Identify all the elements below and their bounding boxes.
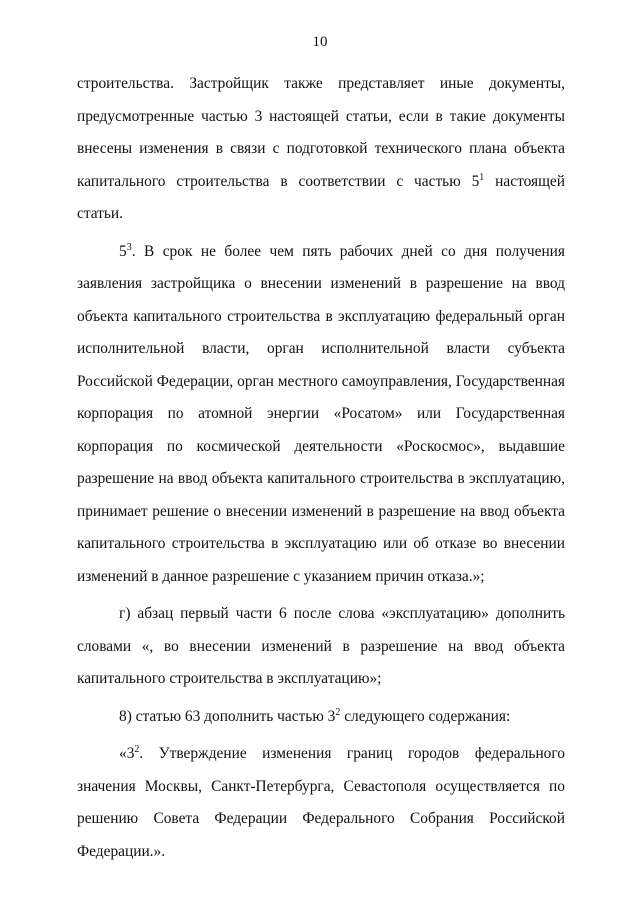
paragraph-text-tail: следующего содержания: — [340, 707, 511, 725]
document-body — [77, 68, 565, 873]
paragraph-text-tail: настоящей статьи. — [77, 172, 565, 222]
paragraph-text: . Утверждение изменения границ городов федерального значения Москвы, Санкт-Петербурга, Севастополя осуществляется по решению Совета Федерации Федерального Собрания Российской Федерации.». — [77, 745, 565, 860]
paragraph-text: строительства. Застройщик также представляет иные документы, предусмотренные частью 3 настоящей статьи, если в такие документы внесены изменения в связи с подготовкой технического плана объекта капитального строительства в соответствии с частью 5 — [77, 75, 565, 190]
superscript-index: 3 — [126, 241, 132, 253]
paragraph-subitem-g — [77, 598, 565, 696]
paragraph-item-8 — [77, 701, 565, 734]
page-number: 10 — [312, 34, 328, 50]
paragraph-part-3-2 — [77, 738, 565, 868]
paragraph-text: г) абзац первый части 6 после слова «эксплуатацию» дополнить словами «, во внесении изменений в разрешение на ввод объекта капитального строительства в эксплуатацию»; — [77, 605, 565, 687]
superscript-index: 2 — [134, 744, 140, 755]
clause-number: 5 — [119, 242, 127, 260]
paragraph-text: . В срок не более чем пять рабочих дней со дня получения заявления застройщика о внесении изменений в разрешение на ввод объекта капитального строительства в эксплуатацию федеральный орган исполнительной власти, орган исполнительной власти субъекта Российской Федерации, орган местного самоуправления, Государственная корпорация по атомной энергии «Росатом» или Государственная корпорация по космической деятельности «Роскосмос», выдавшие разрешение на ввод объекта капитального строительства в эксплуатацию, принимает решение о внесении изменений в разрешение на ввод объекта капитального строительства в эксплуатацию или об отказе во внесении изменений в данное разрешение с указанием причин отказа.»; — [77, 242, 565, 585]
scan-dot: · — [66, 880, 68, 885]
paragraph-clause-5-3 — [77, 236, 565, 594]
paragraph-text: 8) статью 63 дополнить частью 3 — [119, 707, 336, 725]
superscript-index: 2 — [335, 706, 341, 718]
superscript-index: 1 — [479, 171, 485, 183]
paragraph-continuation — [77, 68, 565, 231]
clause-number: «3 — [119, 745, 135, 762]
